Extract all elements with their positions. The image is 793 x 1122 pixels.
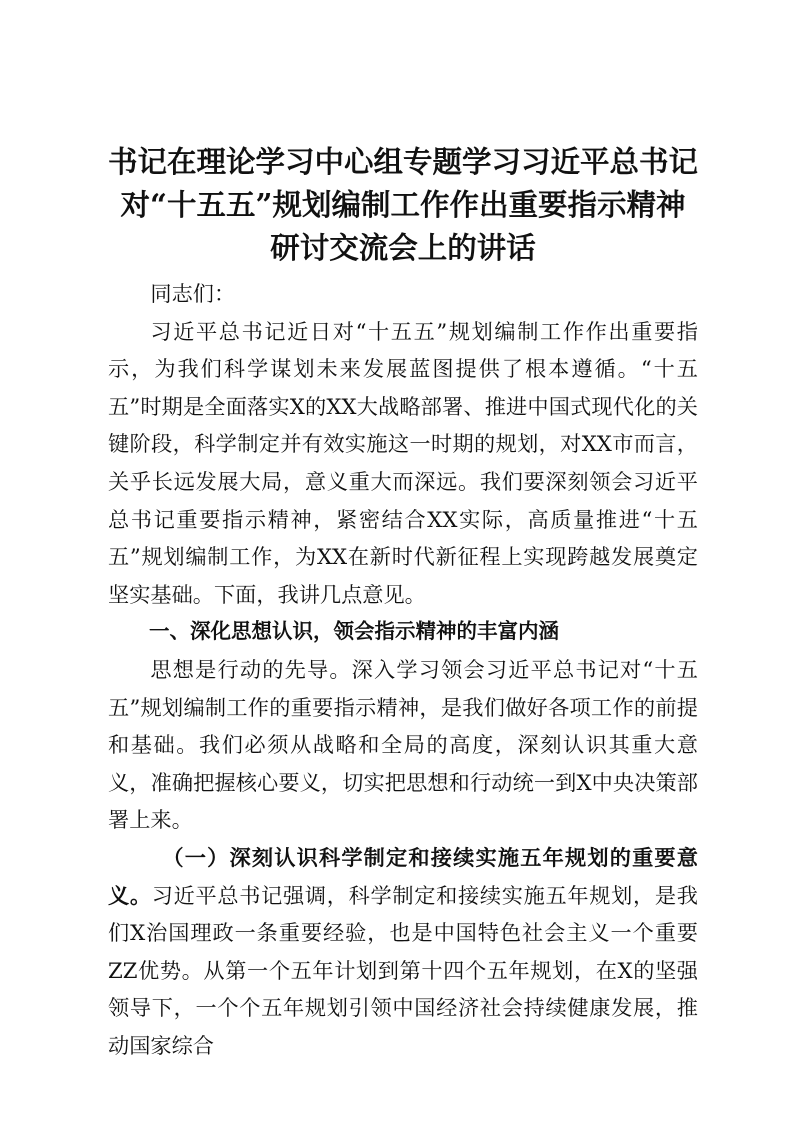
document-body	[108, 275, 698, 1064]
paragraph-intro: 习近平总书记近日对“十五五”规划编制工作作出重要指示，为我们科学谋划未来发展蓝图提供了根本遵循。“十五五”时期是全面落实X的XX大战略部署、推进中国式现代化的关键阶段，科学制定并有效实施这一时期的规划，对XX市而言，关乎长远发展大局，意义重大而深远。我们要深刻领会习近平总书记重要指示精神，紧密结合XX实际，高质量推进“十五五”规划编制工作，为XX在新时代新征程上实现跨越发展奠定坚实基础。下面，我讲几点意见。	[108, 318, 698, 607]
document-title	[108, 140, 698, 269]
greeting: 同志们：	[150, 281, 236, 306]
paragraph-subsection-1	[108, 839, 698, 1065]
subsection-heading-1: （一）深刻认识科学制定和接续实施五年规划的重要意义。	[108, 844, 698, 908]
paragraph-section-1: 思想是行动的先导。深入学习领会习近平总书记对“十五五”规划编制工作的重要指示精神，是我们做好各项工作的前提和基础。我们必须从战略和全局的高度，深刻认识其重大意义，准确把握核心要义，切实把思想和行动统一到X中央决策部署上来。	[108, 656, 698, 833]
title-line-1: 书记在理论学习中心组专题学习习近平总书记	[108, 144, 699, 179]
document-page	[108, 140, 698, 1064]
title-line-2: 对“十五五”规划编制工作作出重要指示精神	[120, 187, 686, 222]
title-line-3: 研讨交流会上的讲话	[270, 230, 536, 265]
section-heading-1: 一、深化思想认识，领会指示精神的丰富内涵	[149, 619, 559, 644]
subsection-text-1: 习近平总书记强调，科学制定和接续实施五年规划，是我们X治国理政一条重要经验，也是中国特色社会主义一个重要ZZ优势。从第一个五年计划到第十四个五年规划，在X的坚强领导下，一个个五年规划引领中国经济社会持续健康发展，推动国家综合	[108, 882, 698, 1058]
